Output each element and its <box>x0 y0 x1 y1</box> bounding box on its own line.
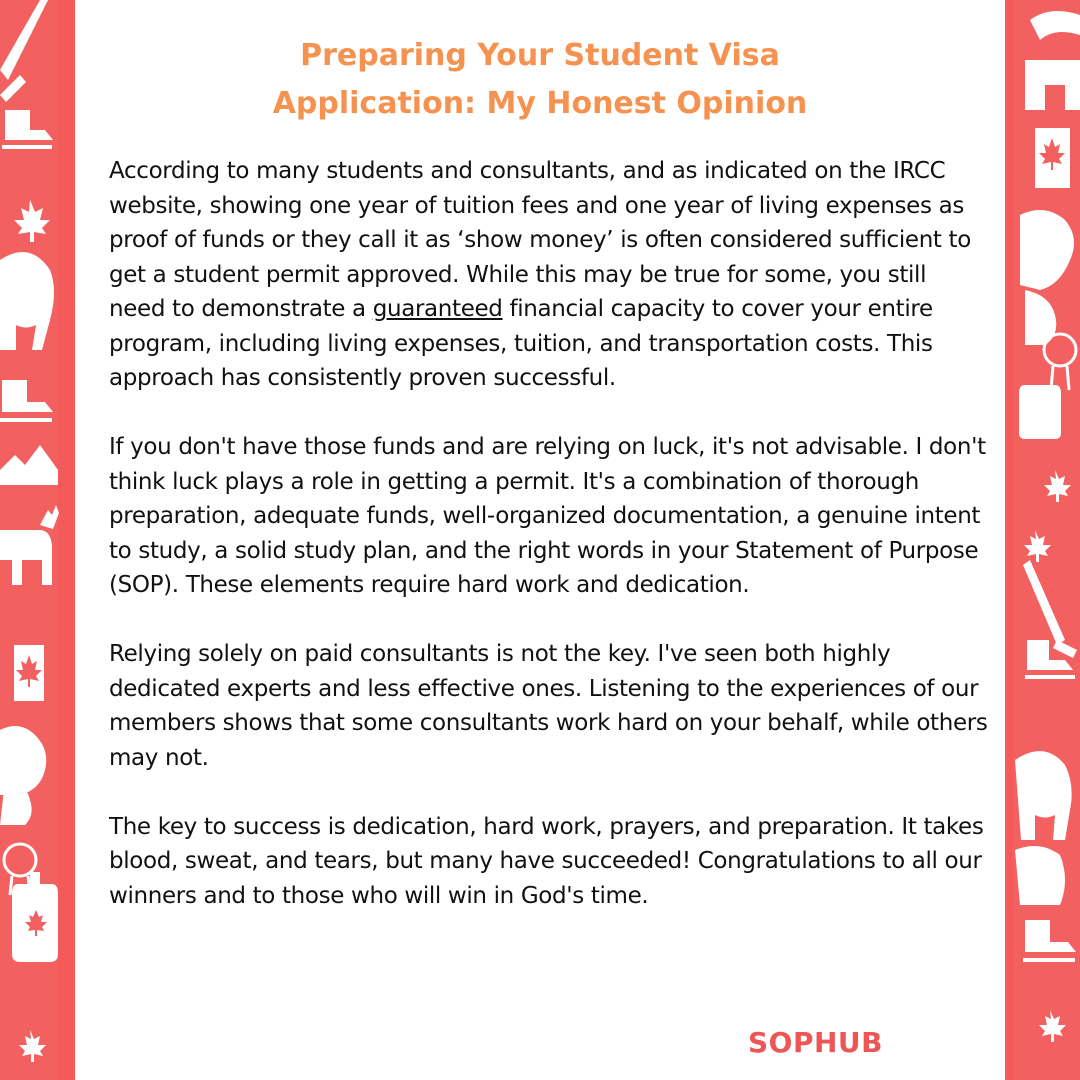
ice-skate-icon <box>0 380 53 422</box>
ice-skate-icon <box>1023 920 1076 962</box>
title-line-2: Application: My Honest Opinion <box>272 86 808 121</box>
paragraph-text: According to many students and consultants, and as indicated on the IRCC website, showing one year of tuition fees and one year of living expenses as proof of funds or they call it as ‘show money’ is often considered sufficient to get a student permit approved. While this may be true for some, you still need to demonstrate a <box>109 158 971 322</box>
paragraph-text: financial capacity to cover your entire program, including living expenses, tuition, and transportation costs. This approach has consistently proven successful. <box>109 296 933 391</box>
ice-skate-icon <box>2 110 53 149</box>
moose-icon <box>1025 11 1080 110</box>
canada-flag-icon <box>4 645 54 701</box>
maple-leaf-icon <box>1039 1010 1066 1042</box>
left-decorative-border <box>0 0 75 1080</box>
paragraph-proof-of-funds <box>109 154 989 396</box>
maple-leaf-icon <box>14 200 50 242</box>
canada-flag-icon <box>1025 128 1080 188</box>
paragraph-luck: If you don't have those funds and are relying on luck, it's not advisable. I don't think luck plays a role in getting a permit. It's a combination of thorough preparation, adequate funds, well-organized documentation, a genuine intent to study, a solid study plan, and the right words in your Statement of Purpose (SOP). These elements require hard work and dedication. <box>109 434 986 598</box>
paragraph-key-to-success: The key to success is dedication, hard work, prayers, and preparation. It takes blood, sweat, and tears, but many have succeeded! Congratulations to all our winners and to those who will win in God's time. <box>109 813 984 909</box>
canada-map-icon <box>0 726 46 825</box>
canada-map-icon <box>0 445 58 485</box>
title-line-1: Preparing Your Student Visa <box>300 38 780 73</box>
moose-icon <box>0 505 59 585</box>
page-title <box>75 32 1005 128</box>
bear-icon <box>1015 751 1072 905</box>
right-decorative-border <box>1005 0 1080 1080</box>
maple-syrup-bottle-icon <box>1019 385 1061 439</box>
brand-signature: SOPHUB <box>748 1026 884 1059</box>
maple-leaf-icon <box>1024 470 1071 562</box>
bear-icon <box>0 252 54 350</box>
canada-pattern-right <box>1005 0 1080 1080</box>
maple-leaf-icon <box>19 1030 46 1062</box>
maple-syrup-bottle-icon <box>12 872 58 962</box>
emphasis-guaranteed: guaranteed <box>372 296 503 322</box>
hockey-stick-icon <box>0 0 48 102</box>
paragraph-consultants: Relying solely on paid consultants is not the key. I've seen both highly dedicated experts and less effective ones. Listening to the experiences of our members shows that some consultants work hard on your behalf, while others may not. <box>109 641 988 771</box>
dreamcatcher-icon <box>1044 334 1076 390</box>
canada-pattern-left <box>0 0 75 1080</box>
canada-map-icon <box>1020 210 1074 345</box>
article-body <box>109 154 989 948</box>
